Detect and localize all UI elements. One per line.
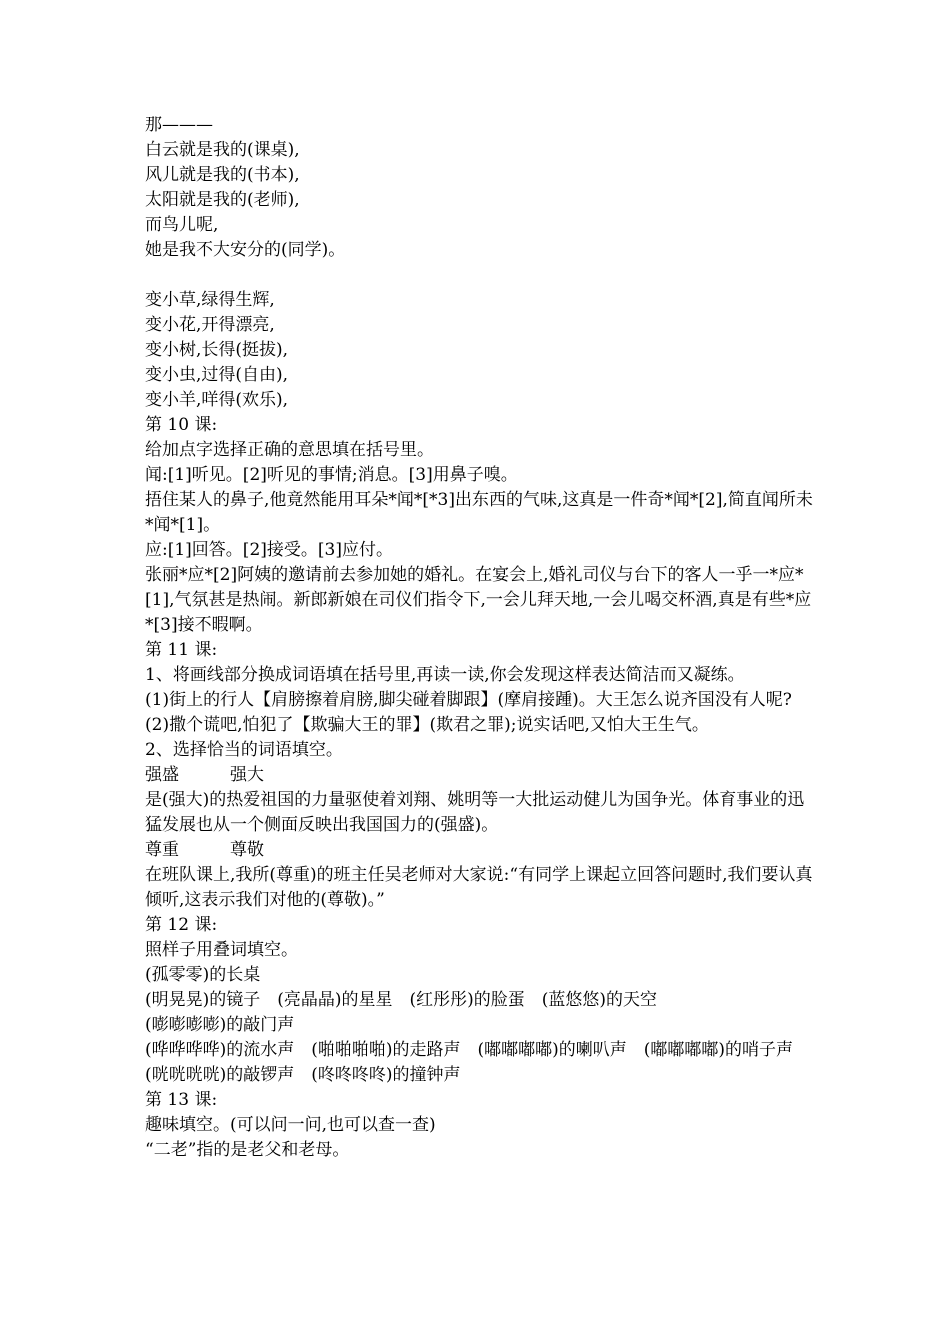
document-body — [145, 113, 813, 1163]
poem-line: 而鸟儿呢, — [145, 215, 219, 235]
definition-line: 闻:[1]听见。[2]听见的事情;消息。[3]用鼻子嗅。 — [145, 465, 518, 485]
exercise-line: (哗哗哗哗)的流水声 (啪啪啪啪)的走路声 (嘟嘟嘟嘟)的喇叭声 (嘟嘟嘟嘟)的哨子声 — [145, 1040, 794, 1060]
word-choice: 尊重 尊敬 — [145, 840, 264, 860]
exercise-instruction: 1、将画线部分换成词语填在括号里,再读一读,你会发现这样表达简洁而又凝练。 — [145, 665, 745, 685]
lesson-heading: 第 11 课: — [145, 640, 218, 660]
exercise-paragraph: (1)街上的行人【肩膀擦着肩膀,脚尖碰着脚跟】(摩肩接踵)。大王怎么说齐国没有人呢? — [145, 690, 792, 710]
exercise-paragraph: 是(强大)的热爱祖国的力量驱使着刘翔、姚明等一大批运动健儿为国争光。体育事业的迅猛发展也从一个侧面反映出我国国力的(强盛)。 — [145, 790, 805, 835]
exercise-paragraph: (2)撒个谎吧,怕犯了【欺骗大王的罪】(欺君之罪);说实话吧,又怕大王生气。 — [145, 715, 709, 735]
poem-line: 变小羊,咩得(欢乐), — [145, 390, 289, 410]
poem-line: 她是我不大安分的(同学)。 — [145, 240, 346, 260]
exercise-paragraph: 张丽*应*[2]阿姨的邀请前去参加她的婚礼。在宴会上,婚礼司仪与台下的客人一乎一*应*[1],气氛甚是热闹。新郎新娘在司仪们指令下,一会儿拜天地,一会儿喝交杯酒,真是有些*应*[3]接不暇啊。 — [145, 565, 812, 635]
poem-line: 变小虫,过得(自由), — [145, 365, 289, 385]
exercise-line: (咣咣咣咣)的敲锣声 (咚咚咚咚)的撞钟声 — [145, 1065, 461, 1085]
definition-line: 应:[1]回答。[2]接受。[3]应付。 — [145, 540, 393, 560]
exercise-line: “二老”指的是老父和老母。 — [145, 1140, 350, 1160]
exercise-instruction: 照样子用叠词填空。 — [145, 940, 298, 960]
example-line: (孤零零)的长桌 — [145, 965, 261, 985]
blank-line — [145, 263, 813, 288]
poem-line: 变小花,开得漂亮, — [145, 315, 275, 335]
exercise-line: (嘭嘭嘭嘭)的敲门声 — [145, 1015, 295, 1035]
exercise-paragraph: 捂住某人的鼻子,他竟然能用耳朵*闻*[*3]出东西的气味,这真是一件奇*闻*[2],简直闻所未*闻*[1]。 — [145, 490, 813, 535]
exercise-instruction: 给加点字选择正确的意思填在括号里。 — [145, 440, 434, 460]
poem-line: 风儿就是我的(书本), — [145, 165, 300, 185]
poem-line: 变小树,长得(挺拔), — [145, 340, 289, 360]
exercise-instruction: 2、选择恰当的词语填空。 — [145, 740, 343, 760]
poem-line: 太阳就是我的(老师), — [145, 190, 300, 210]
lesson-heading: 第 13 课: — [145, 1090, 218, 1110]
exercise-paragraph: 在班队课上,我所(尊重)的班主任吴老师对大家说:“有同学上课起立回答问题时,我们要认真倾听,这表示我们对他的(尊敬)。” — [145, 865, 813, 910]
exercise-line: (明晃晃)的镜子 (亮晶晶)的星星 (红彤彤)的脸蛋 (蓝悠悠)的天空 — [145, 990, 658, 1010]
poem-line: 白云就是我的(课桌), — [145, 140, 300, 160]
word-choice: 强盛 强大 — [145, 765, 264, 785]
poem-line: 那——— — [145, 115, 213, 135]
poem-line: 变小草,绿得生辉, — [145, 290, 275, 310]
lesson-heading: 第 10 课: — [145, 415, 218, 435]
lesson-heading: 第 12 课: — [145, 915, 218, 935]
exercise-instruction: 趣味填空。(可以问一问,也可以查一查) — [145, 1115, 436, 1135]
